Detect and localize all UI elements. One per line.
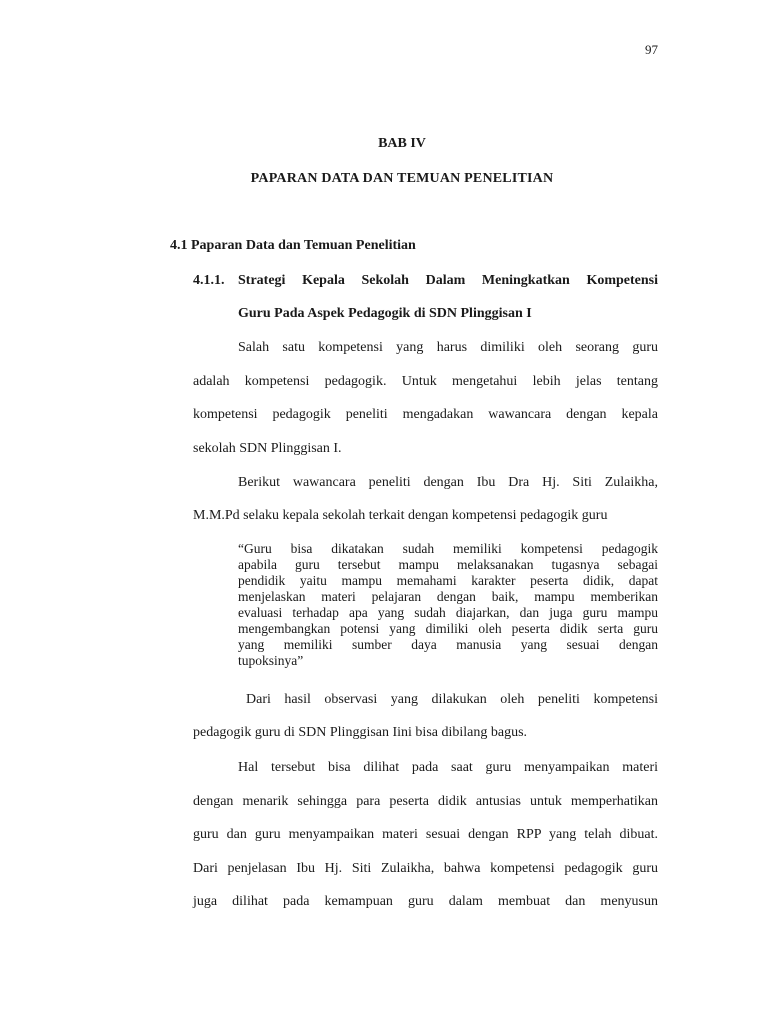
- paragraph-line: Salah satu kompetensi yang harus dimiliki oleh seorang guru: [238, 340, 658, 355]
- page-number: 97: [645, 42, 658, 57]
- quote-line: pendidik yaitu mampu memahami karakter peserta didik, dapat: [238, 573, 658, 588]
- paragraph-line: kompetensi pedagogik peneliti mengadakan wawancara dengan kepala: [193, 407, 658, 422]
- paragraph-line: Hal tersebut bisa dilihat pada saat guru menyampaikan materi: [238, 760, 658, 775]
- paragraph-line: Dari hasil observasi yang dilakukan oleh peneliti kompetensi: [246, 692, 658, 707]
- quote-line: evaluasi terhadap apa yang sudah diajarkan, dan juga guru mampu: [238, 605, 658, 620]
- paragraph-line: Dari penjelasan Ibu Hj. Siti Zulaikha, bahwa kompetensi pedagogik guru: [193, 861, 658, 876]
- paragraph-line: Berikut wawancara peneliti dengan Ibu Dra Hj. Siti Zulaikha,: [238, 475, 658, 490]
- subsection-title-line: Guru Pada Aspek Pedagogik di SDN Plinggisan I: [238, 306, 532, 321]
- chapter-subtitle: PAPARAN DATA DAN TEMUAN PENELITIAN: [250, 171, 554, 186]
- paragraph-line: pedagogik guru di SDN Plinggisan Iini bisa dibilang bagus.: [193, 725, 528, 740]
- quote-line: menjelaskan materi pelajaran dengan baik, mampu memberikan: [238, 589, 658, 604]
- paragraph-line: dengan menarik sehingga para peserta didik antusias untuk memperhatikan: [193, 794, 658, 809]
- paragraph-line: M.M.Pd selaku kepala sekolah terkait dengan kompetensi pedagogik guru: [193, 508, 608, 523]
- quote-line: “Guru bisa dikatakan sudah memiliki kompetensi pedagogik: [238, 541, 658, 556]
- paragraph-line: adalah kompetensi pedagogik. Untuk mengetahui lebih jelas tentang: [193, 374, 658, 389]
- quote-line: yang memiliki sumber daya manusia yang sesuai dengan: [238, 637, 658, 652]
- paragraph-line: guru dan guru menyampaikan materi sesuai dengan RPP yang telah dibuat.: [193, 827, 658, 842]
- quote-line: apabila guru tersebut mampu melaksanakan tugasnya sebagai: [238, 557, 658, 572]
- paragraph-line: sekolah SDN Plinggisan I.: [193, 441, 342, 456]
- paragraph-line: juga dilihat pada kemampuan guru dalam membuat dan menyusun: [193, 894, 658, 909]
- quote-line: tupoksinya”: [238, 653, 304, 668]
- section-heading: 4.1 Paparan Data dan Temuan Penelitian: [170, 238, 416, 253]
- subsection-title-line: Strategi Kepala Sekolah Dalam Meningkatkan Kompetensi: [238, 273, 658, 288]
- quote-line: mengembangkan potensi yang dimiliki oleh peserta didik serta guru: [238, 621, 658, 636]
- subsection-number: 4.1.1.: [193, 273, 225, 288]
- chapter-title: BAB IV: [378, 136, 426, 151]
